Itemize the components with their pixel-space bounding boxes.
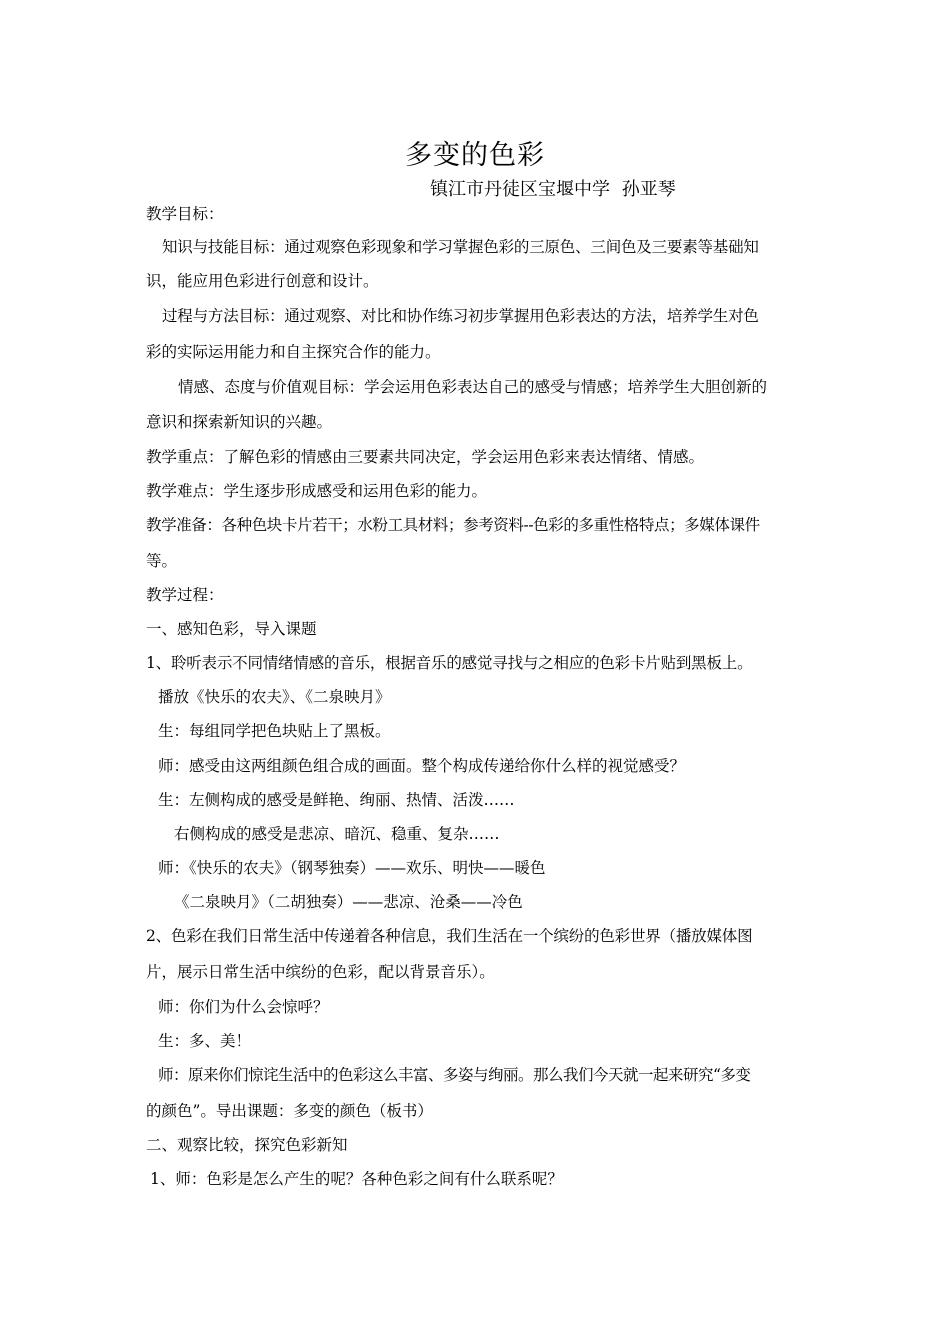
paragraph-line: 1、聆听表示不同情绪情感的音乐，根据音乐的感觉寻找与之相应的色彩卡片贴到黑板上。: [146, 654, 753, 672]
paragraph-line: 的颜色”。导出课题：多变的颜色（板书）: [146, 1102, 433, 1120]
document-title: 多变的色彩: [405, 140, 545, 171]
paragraph-line: 教学准备：各种色块卡片若干；水粉工具材料；参考资料--色彩的多重性格特点；多媒体课件: [146, 516, 760, 534]
paragraph-line: 过程与方法目标：通过观察、对比和协作练习初步掌握用色彩表达的方法，培养学生对色: [162, 307, 759, 325]
dialogue-line: 师：感受由这两组颜色组合成的画面。整个构成传递给你什么样的视觉感受？: [158, 757, 686, 775]
paragraph-line: 2、色彩在我们日常生活中传递着各种信息，我们生活在一个缤纷的色彩世界（播放媒体图: [146, 927, 753, 945]
section-heading-part-1: 一、感知色彩，导入课题: [146, 620, 317, 638]
paragraph-line: 等。: [146, 552, 178, 570]
paragraph-line: 情感、态度与价值观目标：学会运用色彩表达自己的感受与情感；培养学生大胆创新的: [178, 378, 768, 396]
paragraph-line: 知识与技能目标：通过观察色彩现象和学习掌握色彩的三原色、三间色及三要素等基础知: [162, 238, 759, 256]
section-heading-process: 教学过程：: [146, 586, 224, 604]
dialogue-line: 1、师：色彩是怎么产生的呢？各种色彩之间有什么联系呢？: [150, 1170, 563, 1188]
dialogue-line: 右侧构成的感受是悲凉、暗沉、稳重、复杂……: [174, 825, 500, 843]
paragraph-line: 彩的实际运用能力和自主探究合作的能力。: [146, 343, 441, 361]
section-heading-part-2: 二、观察比较，探究色彩新知: [146, 1136, 348, 1154]
dialogue-line: 师：原来你们惊诧生活中的色彩这么丰富、多姿与绚丽。那么我们今天就一起来研究“多变: [158, 1066, 751, 1084]
paragraph-line: 教学难点：学生逐步形成感受和运用色彩的能力。: [146, 482, 488, 500]
dialogue-line: 师：《快乐的农夫》（钢琴独奏）——欢乐、明快——暖色: [158, 859, 546, 877]
paragraph-line: 教学重点：了解色彩的情感由三要素共同决定，学会运用色彩来表达情绪、情感。: [146, 448, 705, 466]
paragraph-line: 播放《快乐的农夫》、《二泉映月》: [158, 688, 391, 706]
dialogue-line: 生：每组同学把色块贴上了黑板。: [158, 722, 391, 740]
section-heading-objectives: 教学目标：: [146, 205, 224, 223]
dialogue-line: 生：左侧构成的感受是鲜艳、绚丽、热情、活泼……: [158, 791, 515, 809]
paragraph-line: 片，展示日常生活中缤纷的色彩，配以背景音乐）。: [146, 963, 495, 981]
dialogue-line: 生：多、美！: [158, 1032, 252, 1050]
paragraph-line: 识，能应用色彩进行创意和设计。: [146, 272, 379, 290]
paragraph-line: 意识和探索新知识的兴趣。: [146, 413, 333, 431]
dialogue-line: 师：你们为什么会惊呼？: [158, 998, 329, 1016]
dialogue-line: 《二泉映月》（二胡独奏）——悲凉、沧桑——冷色: [174, 893, 523, 911]
author-line: 镇江市丹徒区宝堰中学 孙亚琴: [430, 179, 676, 200]
